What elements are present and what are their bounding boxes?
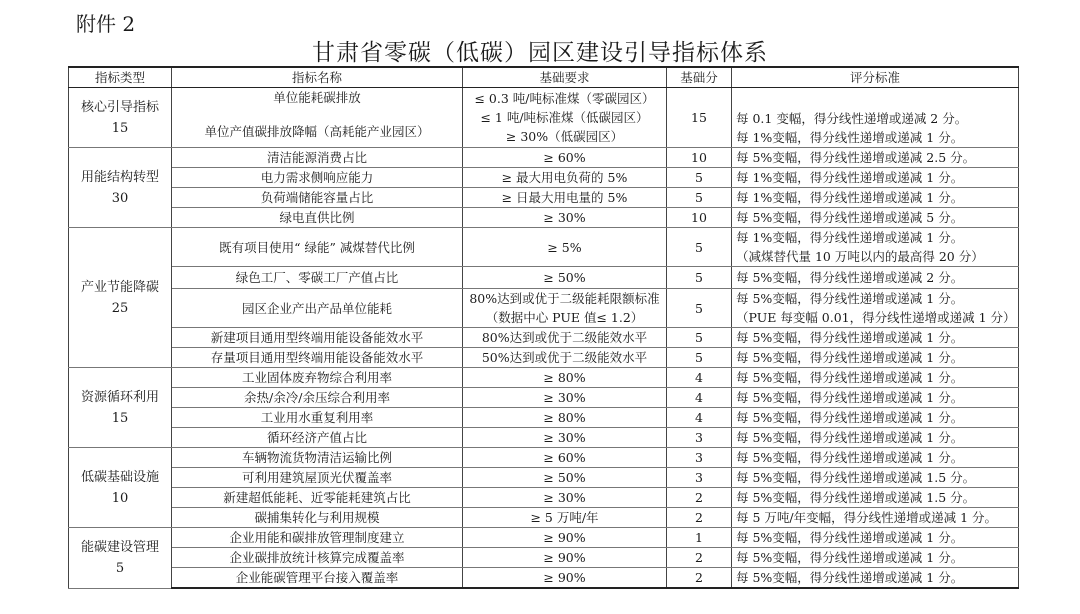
table-row — [69, 388, 1019, 408]
criteria-text: 每 1%变幅，得分线性递增或递减 1 分。 — [736, 130, 964, 145]
indicator-name: 绿电直供比例 — [172, 208, 463, 228]
requirement-text: ≥ 30% — [463, 208, 667, 228]
indicator-name: 单位能耗碳排放 — [273, 90, 361, 105]
header-requirement: 基础要求 — [463, 67, 667, 88]
table-row — [69, 448, 1019, 468]
table-row — [69, 428, 1019, 448]
score-cell: 2 — [667, 488, 732, 508]
criteria-text: 每 5%变幅，得分线性递增或递减 1 分。 — [732, 428, 1019, 448]
category-score: 25 — [111, 300, 129, 316]
table-row — [69, 208, 1019, 228]
header-name: 指标名称 — [172, 67, 463, 88]
header-score: 基础分 — [667, 67, 732, 88]
table-row — [69, 508, 1019, 528]
table-header-row — [69, 67, 1019, 88]
criteria-text: 每 5%变幅，得分线性递增或递减 1 分。 — [732, 528, 1019, 548]
requirement-text: ≥ 30%（低碳园区） — [505, 129, 624, 144]
criteria-text: 每 5%变幅，得分线性递增或递减 1 分。 — [732, 328, 1019, 348]
requirement-text: ≤ 1 吨/吨标准煤（低碳园区） — [480, 110, 649, 125]
header-criteria: 评分标准 — [732, 67, 1019, 88]
criteria-text: 每 5%变幅，得分线性递增或递减 1 分。 — [732, 408, 1019, 428]
score-cell: 3 — [667, 428, 732, 448]
category-score: 30 — [111, 190, 129, 206]
score-cell: 5 — [667, 348, 732, 368]
indicator-name: 余热/余冷/余压综合利用率 — [172, 388, 463, 408]
table-row — [69, 548, 1019, 568]
category-cell — [69, 448, 172, 528]
category-name: 核心引导指标 — [80, 99, 159, 115]
criteria-text: 每 1%变幅，得分线性递增或递减 1 分。 — [736, 230, 964, 245]
requirement-cell — [463, 289, 667, 328]
table-row — [69, 408, 1019, 428]
score-cell: 2 — [667, 548, 732, 568]
indicator-name: 清洁能源消费占比 — [172, 148, 463, 168]
table-row — [69, 267, 1019, 289]
indicator-name: 循环经济产值占比 — [172, 428, 463, 448]
header-type: 指标类型 — [69, 67, 172, 88]
score-cell: 15 — [667, 88, 732, 148]
indicator-name: 工业用水重复利用率 — [172, 408, 463, 428]
category-name: 低碳基础设施 — [80, 469, 159, 485]
table-row — [69, 168, 1019, 188]
criteria-text: 每 5%变幅，得分线性递增或递减 1 分。 — [732, 388, 1019, 408]
table-row — [69, 328, 1019, 348]
category-score: 15 — [111, 120, 129, 136]
requirement-text: ≥ 60% — [463, 148, 667, 168]
indicator-name: 企业用能和碳排放管理制度建立 — [172, 528, 463, 548]
category-cell — [69, 368, 172, 448]
requirement-cell — [463, 88, 667, 148]
score-cell: 10 — [667, 148, 732, 168]
requirement-text: 80%达到或优于二级能效水平 — [463, 328, 667, 348]
score-cell: 5 — [667, 289, 732, 328]
indicator-name: 碳捕集转化与利用规模 — [172, 508, 463, 528]
table-row — [69, 528, 1019, 548]
indicator-name: 可利用建筑屋顶光伏覆盖率 — [172, 468, 463, 488]
criteria-text: 每 5%变幅，得分线性递增或递减 1 分。 — [736, 291, 964, 306]
requirement-text: ≥ 80% — [463, 408, 667, 428]
score-cell: 3 — [667, 448, 732, 468]
requirement-text: ≥ 5 万吨/年 — [463, 508, 667, 528]
indicator-name: 既有项目使用“ 绿能” 减煤替代比例 — [172, 228, 463, 267]
score-cell: 1 — [667, 528, 732, 548]
category-name: 能碳建设管理 — [80, 539, 159, 555]
criteria-text: 每 5%变幅，得分线性递增或递减 1 分。 — [732, 448, 1019, 468]
requirement-text: ≥ 50% — [463, 468, 667, 488]
requirement-text: ≥ 5% — [463, 228, 667, 267]
indicator-name-cell — [172, 88, 463, 148]
category-name: 用能结构转型 — [80, 169, 159, 185]
requirement-text: ≥ 90% — [463, 528, 667, 548]
indicator-name: 单位产值碳排放降幅（高耗能产业园区） — [204, 124, 430, 139]
criteria-cell — [732, 289, 1019, 328]
category-cell — [69, 148, 172, 228]
requirement-text: ≥ 50% — [463, 267, 667, 289]
criteria-text: 每 5%变幅，得分线性递增或递减 1.5 分。 — [732, 468, 1019, 488]
indicator-name: 工业固体废弃物综合利用率 — [172, 368, 463, 388]
table-row — [69, 468, 1019, 488]
indicator-name: 企业碳排放统计核算完成覆盖率 — [172, 548, 463, 568]
category-name: 产业节能降碳 — [80, 279, 159, 295]
criteria-text: 每 5%变幅，得分线性递增或递减 1 分。 — [732, 548, 1019, 568]
table-row — [69, 188, 1019, 208]
score-cell: 5 — [667, 168, 732, 188]
criteria-text: 每 5%变幅，得分线性递增或递减 1 分。 — [732, 568, 1019, 589]
requirement-text: ≤ 0.3 吨/吨标准煤（零碳园区） — [474, 91, 655, 106]
category-name: 资源循环利用 — [80, 389, 159, 405]
annex-label: 附件 2 — [76, 12, 136, 36]
criteria-text: 每 5%变幅，得分线性递增或递减 1 分。 — [732, 368, 1019, 388]
requirement-text: ≥ 90% — [463, 548, 667, 568]
criteria-text: 每 0.1 变幅，得分线性递增或递减 2 分。 — [736, 111, 968, 126]
category-score: 15 — [111, 410, 129, 426]
indicator-name: 新建项目通用型终端用能设备能效水平 — [172, 328, 463, 348]
criteria-text: 每 1%变幅，得分线性递增或递减 1 分。 — [732, 168, 1019, 188]
score-cell: 4 — [667, 388, 732, 408]
requirement-text: ≥ 30% — [463, 388, 667, 408]
criteria-cell — [732, 88, 1019, 148]
score-cell: 10 — [667, 208, 732, 228]
criteria-note: （PUE 每变幅 0.01，得分线性递增或递减 1 分） — [736, 310, 1016, 325]
table-row — [69, 488, 1019, 508]
score-cell: 2 — [667, 568, 732, 589]
score-cell: 5 — [667, 188, 732, 208]
category-cell — [69, 228, 172, 368]
indicator-name: 绿色工厂、零碳工厂产值占比 — [172, 267, 463, 289]
requirement-text: ≥ 60% — [463, 448, 667, 468]
requirement-text: 80%达到或优于二级能耗限额标准 — [469, 291, 660, 306]
requirement-text: 50%达到或优于二级能效水平 — [463, 348, 667, 368]
indicator-name: 车辆物流货物清洁运输比例 — [172, 448, 463, 468]
requirement-text: ≥ 90% — [463, 568, 667, 589]
criteria-text: 每 5%变幅，得分线性递增或递减 1 分。 — [732, 348, 1019, 368]
criteria-text: 每 5 万吨/年变幅，得分线性递增或递减 1 分。 — [732, 508, 1019, 528]
table-row — [69, 88, 1019, 148]
indicator-name: 电力需求侧响应能力 — [172, 168, 463, 188]
document-title: 甘肃省零碳（低碳）园区建设引导指标体系 — [312, 40, 768, 66]
indicator-table — [68, 66, 1019, 589]
score-cell: 5 — [667, 328, 732, 348]
table-row — [69, 568, 1019, 589]
score-cell: 4 — [667, 408, 732, 428]
requirement-text: ≥ 30% — [463, 488, 667, 508]
indicator-name: 新建超低能耗、近零能耗建筑占比 — [172, 488, 463, 508]
indicator-name: 企业能碳管理平台接入覆盖率 — [172, 568, 463, 589]
category-score: 10 — [111, 490, 129, 506]
indicator-name: 园区企业产出产品单位能耗 — [172, 289, 463, 328]
category-score: 5 — [115, 560, 125, 576]
score-cell: 3 — [667, 468, 732, 488]
table-row — [69, 368, 1019, 388]
table-row — [69, 348, 1019, 368]
criteria-text: 每 5%变幅，得分线性递增或递减 2.5 分。 — [732, 148, 1019, 168]
requirement-note: （数据中心 PUE 值≤ 1.2） — [485, 310, 644, 325]
criteria-note: （减煤替代量 10 万吨以内的最高得 20 分） — [736, 249, 984, 264]
table-row — [69, 148, 1019, 168]
criteria-cell — [732, 228, 1019, 267]
criteria-text: 每 5%变幅，得分线性递增或递减 2 分。 — [732, 267, 1019, 289]
criteria-text: 每 5%变幅，得分线性递增或递减 5 分。 — [732, 208, 1019, 228]
criteria-text: 每 1%变幅，得分线性递增或递减 1 分。 — [732, 188, 1019, 208]
category-cell — [69, 528, 172, 589]
score-cell: 4 — [667, 368, 732, 388]
indicator-name: 负荷端储能容量占比 — [172, 188, 463, 208]
requirement-text: ≥ 日最大用电量的 5% — [463, 188, 667, 208]
requirement-text: ≥ 30% — [463, 428, 667, 448]
score-cell: 5 — [667, 228, 732, 267]
requirement-text: ≥ 80% — [463, 368, 667, 388]
criteria-text: 每 5%变幅，得分线性递增或递减 1.5 分。 — [732, 488, 1019, 508]
table-row — [69, 289, 1019, 328]
score-cell: 5 — [667, 267, 732, 289]
table-row — [69, 228, 1019, 267]
requirement-text: ≥ 最大用电负荷的 5% — [463, 168, 667, 188]
category-cell — [69, 88, 172, 148]
indicator-name: 存量项目通用型终端用能设备能效水平 — [172, 348, 463, 368]
score-cell: 2 — [667, 508, 732, 528]
